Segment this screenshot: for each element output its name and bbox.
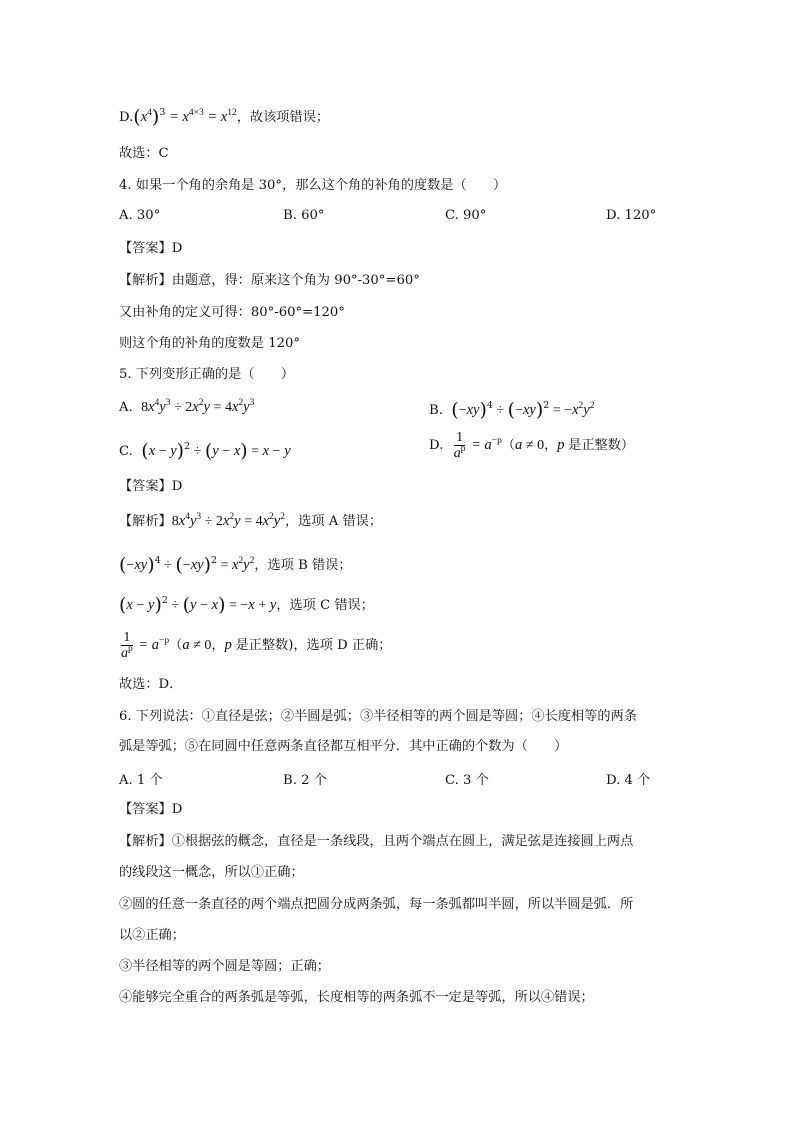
q4-analysis-line-3: 则这个角的补角的度数是 120° (119, 336, 301, 351)
q4-option-b: B. 60° (283, 208, 325, 223)
q5-option-a: A. $8x^4y^3 \div 2x^2y = 4x^2y^3$ (119, 398, 255, 415)
q5-choice: 故选：D． (119, 677, 183, 692)
q6-answer: 【答案】D (119, 802, 183, 817)
q5-analysis-d: $\frac{1}{a^p}$ = $a^{-p}(a \ne 0$，p 是正整数)，选项 D 正确； (121, 630, 392, 661)
q6-analysis-line-6: ④能够完全重合的两条弧是等弧，长度相等的两条弧不一定是等弧，所以④错误； (119, 990, 594, 1005)
q3-option-d-line: $D.(x^4)^3 = x^{4\times 3} = x^{12}$，故该项错误； (119, 106, 330, 128)
q6-analysis-line-1: 【解析】①根据弦的概念，直径是一条线段，且两个端点在圆上，满足弦是连接圆上两点 (119, 834, 634, 849)
q4-option-c: C. 90° (445, 208, 487, 223)
q5-option-c: C. $(x - y)^2 \div (y - x) = x - y$ (119, 440, 291, 462)
q6-option-d: D. 4 个 (606, 773, 651, 788)
q4-analysis-line-2: 又由补角的定义可得：80°-60°=120° (119, 305, 345, 320)
q5-analysis-c: $(x - y)^2 \div (y - x) = -x + y$，选项 C 错误； (119, 594, 374, 616)
q6-option-a: A. 1 个 (119, 773, 163, 788)
q4-stem: 4. 如果一个角的余角是 30°，那么这个角的补角的度数是（ ） (119, 178, 507, 193)
q6-analysis-line-5: ③半径相等的两个圆是等圆；正确； (119, 959, 330, 974)
q4-option-a: A. 30° (119, 208, 161, 223)
q6-option-b: B. 2 个 (283, 773, 327, 788)
q6-option-c: C. 3 个 (445, 773, 489, 788)
q4-option-d: D. 120° (606, 208, 657, 223)
q6-analysis-line-4: 以②正确； (119, 928, 185, 943)
q4-analysis-line-1: 【解析】由题意，得：原来这个角为 90°-30°=60° (119, 273, 420, 288)
q4-answer: 【答案】D (119, 241, 183, 256)
q6-analysis-line-3: ②圆的任意一条直径的两个端点把圆分成两条弧，每一条弧都叫半圆，所以半圆是弧．所 (119, 897, 634, 912)
q6-stem-line-2: 弧是等弧；⑤在同圆中任意两条直径都互相平分．其中正确的个数为（ ） (119, 739, 568, 754)
q5-analysis-b: $(-xy)^4 \div (-xy)^2 = x^2y^2$，选项 B 错误； (119, 554, 352, 576)
q5-option-d: D. $\frac{1}{a^p}$ = $a^{-p}(a \ne 0$，p 是正整数） (429, 430, 635, 461)
q6-analysis-line-2: 的线段这一概念，所以①正确； (119, 865, 304, 880)
q5-option-b: B. $(-xy)^4 \div (-xy)^2 = -x^2y^2$ (429, 399, 595, 421)
q5-analysis-a: 【解析】$8x^4y^3 \div 2x^2y = 4x^2y^2$，选项 A 错误； (119, 512, 383, 529)
q6-stem-line-1: 6. 下列说法：①直径是弦；②半圆是弧；③半径相等的两个圆是等圆；④长度相等的两条 (119, 709, 637, 724)
q3-choice: 故选：C (119, 146, 169, 161)
q5-answer: 【答案】D (119, 479, 183, 494)
q5-stem: 5. 下列变形正确的是（ ） (119, 367, 295, 382)
